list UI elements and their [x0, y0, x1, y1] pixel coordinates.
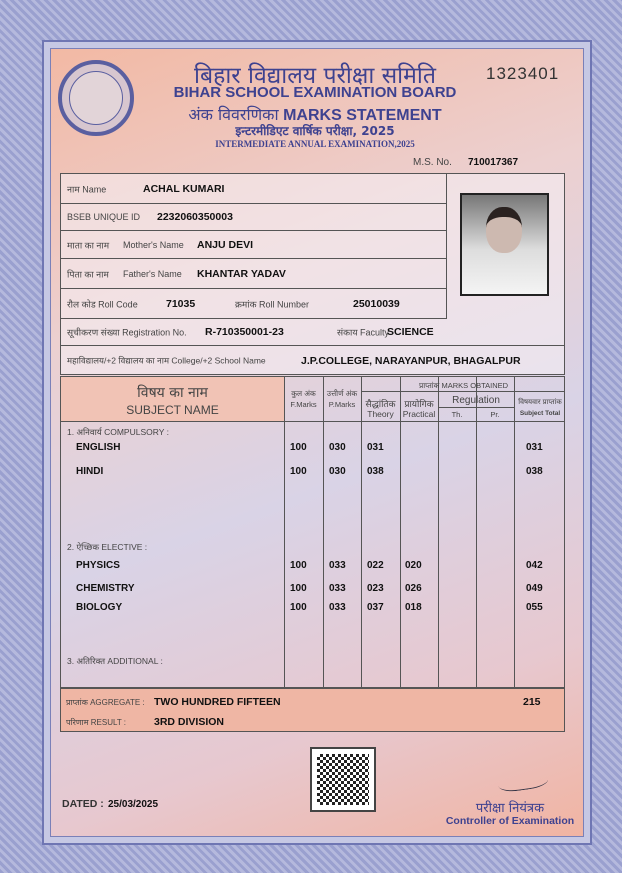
uid-value: 2232060350003	[157, 211, 233, 223]
total-header: Subject Total	[519, 410, 561, 417]
reg-pr-header: Pr.	[490, 410, 500, 419]
marks-total: 031	[526, 442, 543, 453]
reg-label: सूचीकरण संख्या Registration No.	[67, 327, 187, 338]
aggregate-words: TWO HUNDRED FIFTEEN	[154, 696, 281, 708]
marks-theory: 022	[367, 560, 384, 571]
marks-f: 100	[290, 583, 307, 594]
subject-name: PHYSICS	[76, 560, 120, 571]
marks-f: 100	[290, 560, 307, 571]
rollno-label: क्रमांक Roll Number	[235, 299, 310, 309]
subject-header: SUBJECT NAME	[126, 403, 219, 417]
qr-code	[310, 747, 376, 812]
pmarks-header: P.Marks	[328, 400, 356, 409]
aggregate-label: प्राप्तांक AGGREGATE :	[66, 698, 145, 707]
regulation-header: Regulation	[452, 395, 500, 406]
subject-name: CHEMISTRY	[76, 583, 135, 594]
exam-title: INTERMEDIATE ANNUAL EXAMINATION,2025	[215, 139, 415, 149]
dated-label: DATED :	[62, 798, 104, 810]
college-label: महाविद्यालय/+2 विद्यालय का नाम College/+2 School Name	[67, 355, 266, 366]
marks-practical: 026	[405, 583, 422, 594]
father-name: KHANTAR YADAV	[197, 267, 286, 280]
student-name: ACHAL KUMARI	[143, 182, 225, 195]
marks-theory: 037	[367, 602, 384, 613]
fmarks-header: F.Marks	[290, 400, 317, 409]
marks-p: 030	[329, 442, 346, 453]
uid-label: BSEB UNIQUE ID	[67, 212, 141, 222]
controller-title: Controller of Examination	[445, 815, 575, 827]
subject-name: HINDI	[76, 466, 104, 477]
theory-header: Theory	[367, 409, 394, 419]
marks-total: 055	[526, 602, 543, 613]
date-value: 25/03/2025	[108, 799, 159, 810]
marks-p: 033	[329, 583, 346, 594]
marks-total: 038	[526, 466, 543, 477]
board-title-hindi: बिहार विद्यालय परीक्षा समिति	[194, 63, 436, 89]
elective-label: 2. ऐच्छिक ELECTIVE :	[67, 542, 148, 552]
mother-label-hi: माता का नाम	[67, 240, 110, 250]
name-label: नाम Name	[67, 184, 107, 194]
ms-no-label: M.S. No.	[413, 157, 452, 168]
marks-p: 033	[329, 602, 346, 613]
marks-practical: 020	[405, 560, 422, 571]
mother-label: Mother's Name	[123, 239, 184, 250]
reg-th-header: Th.	[451, 410, 463, 419]
marks-theory: 031	[367, 442, 384, 453]
subject-header-hi: विषय का नाम	[137, 385, 208, 401]
theory-header-hi: सैद्धांतिक	[365, 399, 396, 409]
rollcode-value: 71035	[166, 297, 196, 310]
aggregate-total: 215	[523, 696, 541, 708]
mother-name: ANJU DEVI	[197, 238, 254, 251]
rollno-value: 25010039	[353, 297, 400, 310]
result-label: परिणाम RESULT :	[66, 718, 127, 727]
father-label-hi: पिता का नाम	[67, 269, 109, 279]
subject-name: BIOLOGY	[76, 602, 123, 613]
marks-total: 049	[526, 583, 543, 594]
total-header-hi: विषयवार प्राप्तांक	[518, 399, 562, 406]
practical-header-hi: प्रायोगिक	[404, 399, 434, 409]
practical-header: Practical	[402, 409, 436, 419]
compulsory-label: 1. अनिवार्य COMPULSORY :	[67, 427, 169, 437]
faculty-value: SCIENCE	[387, 326, 434, 338]
controller-title-hi: परीक्षा नियंत्रक	[475, 801, 545, 816]
board-title: BIHAR SCHOOL EXAMINATION BOARD	[173, 84, 457, 101]
ms-no-value: 710017367	[468, 157, 519, 168]
exam-title-hindi: इन्टरमीडिएट वार्षिक परीक्षा, 2025	[235, 124, 395, 138]
serial-number: 1323401	[486, 64, 560, 83]
marks-f: 100	[290, 466, 307, 477]
aggregate-section	[60, 688, 565, 732]
marks-table	[60, 376, 565, 688]
result-value: 3RD DIVISION	[154, 716, 225, 728]
statement-title: अंक विवरणिका MARKS STATEMENT	[188, 105, 442, 124]
marks-practical: 018	[405, 602, 422, 613]
student-photo	[460, 193, 549, 296]
marks-theory: 038	[367, 466, 384, 477]
marks-f: 100	[290, 602, 307, 613]
subject-name: ENGLISH	[76, 442, 121, 453]
pmarks-header-hi: उत्तीर्ण अंक	[326, 389, 358, 398]
marks-theory: 023	[367, 583, 384, 594]
marks-p: 033	[329, 560, 346, 571]
reg-value: R-710350001-23	[205, 326, 284, 338]
rollcode-label: रौल कोड Roll Code	[67, 299, 138, 309]
marks-obtained-header: प्राप्तांक MARKS OBTAINED	[418, 381, 509, 390]
father-label: Father's Name	[123, 268, 182, 279]
faculty-label: संकाय Faculty	[337, 327, 390, 338]
marks-f: 100	[290, 442, 307, 453]
additional-label: 3. अतिरिक्त ADDITIONAL :	[67, 656, 163, 666]
board-seal-logo	[58, 60, 134, 136]
marks-p: 030	[329, 466, 346, 477]
fmarks-header-hi: कुल अंक	[291, 389, 316, 398]
college-name: J.P.COLLEGE, NARAYANPUR, BHAGALPUR	[301, 355, 521, 367]
marks-total: 042	[526, 560, 543, 571]
